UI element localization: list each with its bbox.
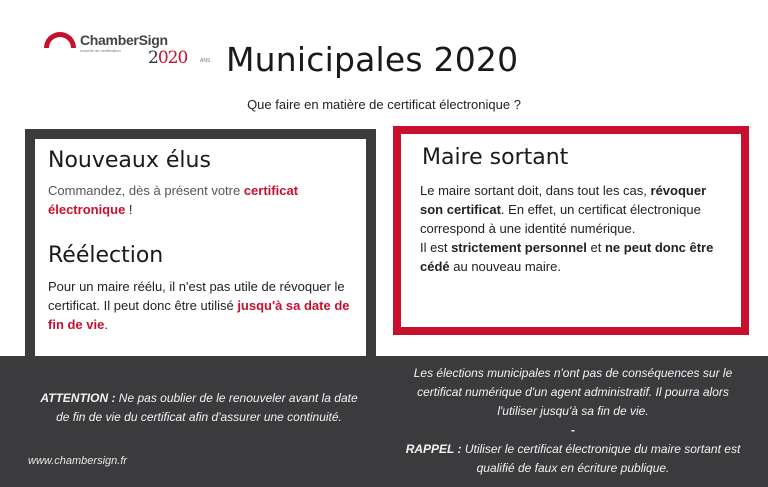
- logo-arc-icon: [44, 32, 76, 48]
- elections-note: Les élections municipales n'ont pas de conséquences sur le certificat numérique d'un agent administratif. Il pourra alors l'utiliser jusqu'à sa fin de vie. - RAPPEL : Utiliser le certificat électronique du maire sortant est qualifié de faux en écriture publique.: [405, 366, 741, 475]
- logo-name: ChamberSign: [80, 32, 168, 48]
- logo-ans: ANS: [200, 58, 211, 64]
- paragraph-maire-sortant: Le maire sortant doit, dans tout les cas, révoquer son certificat. En effet, un certificat électronique correspond à une identité numérique. Il est strictement personnel et ne peut donc être cédé au nouveau maire.: [420, 183, 714, 274]
- website-url: www.chambersign.fr: [28, 455, 128, 467]
- heading-nouveaux-elus: Nouveaux élus: [48, 148, 211, 173]
- page-title: Municipales 2020: [226, 40, 519, 79]
- logo-tagline: Autorité de certification: [80, 48, 121, 53]
- heading-reelection: Réélection: [48, 243, 164, 268]
- chambersign-logo: [44, 26, 214, 74]
- attention-note: ATTENTION : Ne pas oublier de le renouveler avant la date de fin de vie du certificat afin d'assurer une continuité.: [40, 391, 358, 424]
- paragraph-reelection: Pour un maire réélu, il n'est pas utile de révoquer le certificat. Il peut donc être utilisé jusqu'à sa date de fin de vie.: [48, 279, 350, 332]
- paragraph-nouveaux-elus: Commandez, dès à présent votre certificat électronique !: [48, 183, 299, 217]
- heading-maire-sortant: Maire sortant: [422, 145, 569, 170]
- page-subtitle: Que faire en matière de certificat électronique ?: [247, 97, 521, 112]
- logo-year: 2020: [148, 48, 188, 68]
